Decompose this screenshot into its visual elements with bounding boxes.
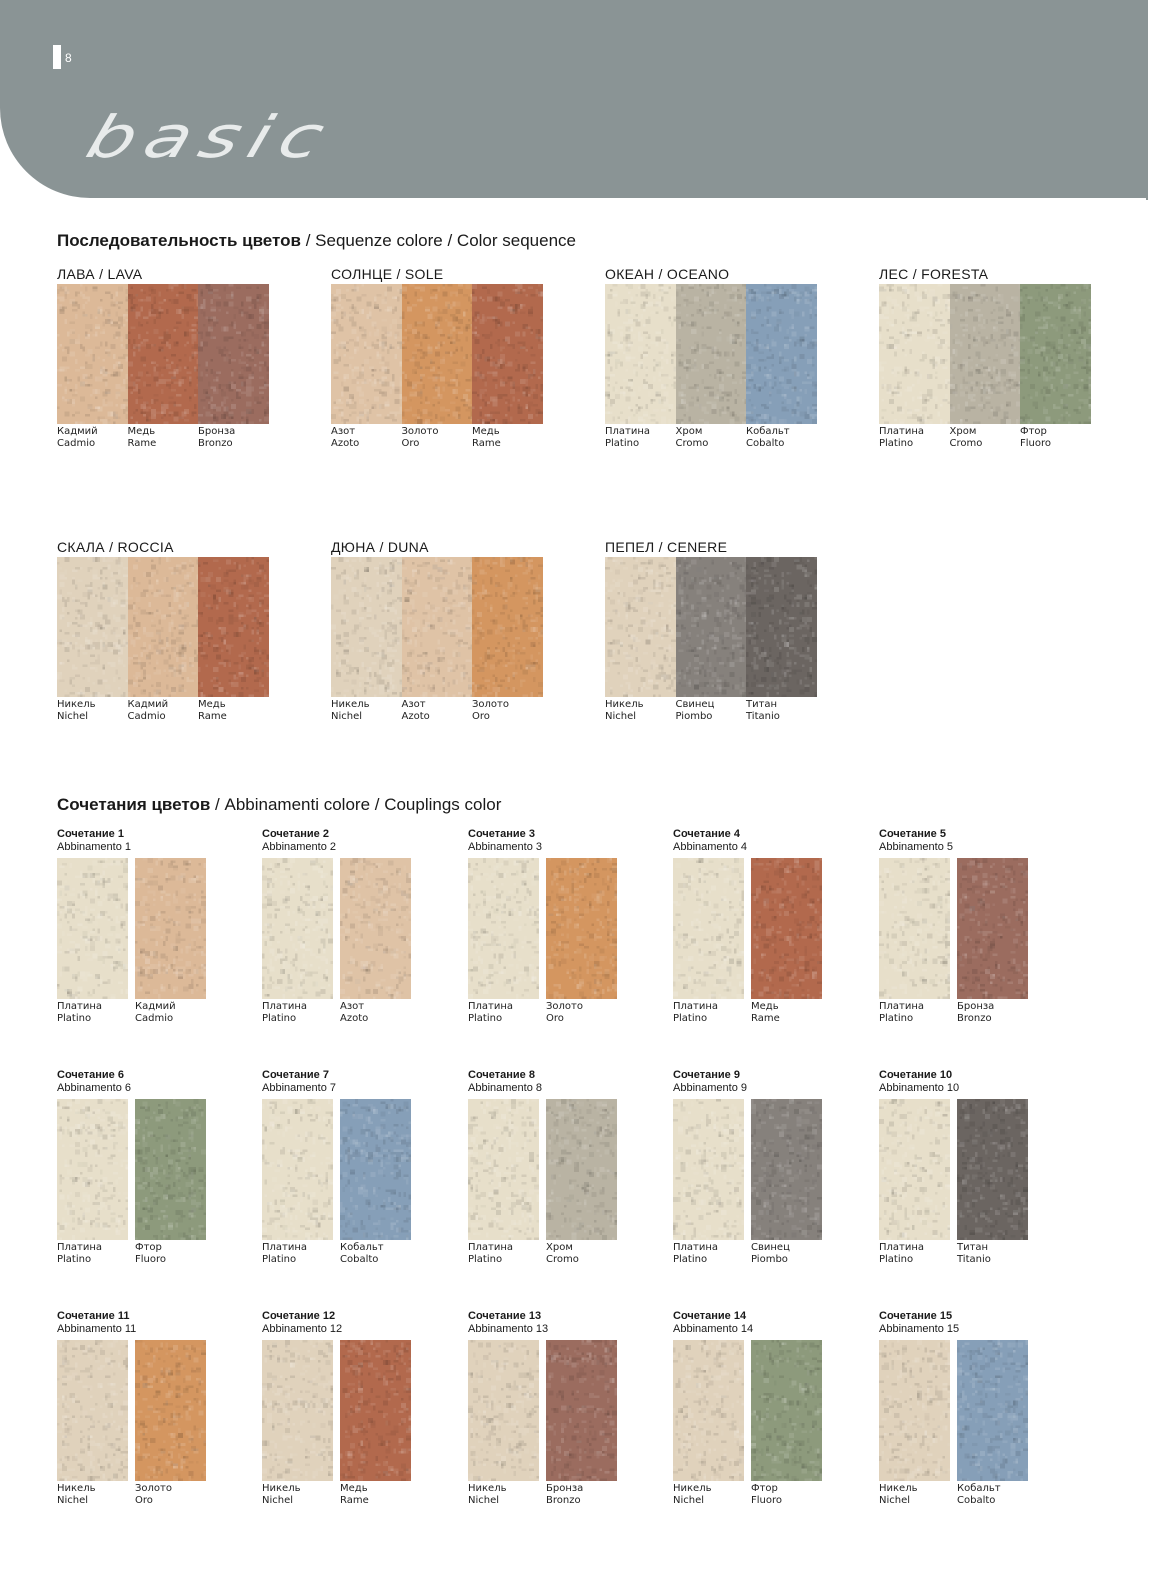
coupling-title bbox=[673, 828, 747, 854]
swatch-name-ru: Медь bbox=[198, 699, 226, 710]
swatch-name-ru: Хром bbox=[546, 1242, 573, 1253]
swatch-label bbox=[957, 1001, 994, 1025]
swatch-name-ru: Платина bbox=[673, 1001, 719, 1012]
swatch-label bbox=[546, 1001, 583, 1025]
swatch-label bbox=[676, 426, 709, 450]
swatch-label bbox=[673, 1483, 712, 1507]
color-swatch bbox=[262, 858, 333, 999]
swatch-name-it: Platino bbox=[262, 1013, 297, 1024]
swatch-name-it: Nichel bbox=[57, 1495, 89, 1506]
color-swatch bbox=[262, 1099, 333, 1240]
swatch-name-ru: Фтор bbox=[1020, 426, 1047, 437]
swatch-name-it: Platino bbox=[673, 1013, 708, 1024]
swatch-name-it: Cobalto bbox=[957, 1495, 996, 1506]
swatch-label bbox=[546, 1483, 583, 1507]
swatch-name-it: Platino bbox=[57, 1013, 92, 1024]
swatch-label bbox=[950, 426, 983, 450]
color-swatch bbox=[957, 1099, 1028, 1240]
swatch-name-it: Rame bbox=[127, 438, 157, 449]
swatch-name-ru: Азот bbox=[331, 426, 356, 437]
swatch-name-ru: Медь bbox=[127, 426, 156, 437]
swatch-name-ru: Титан bbox=[957, 1242, 989, 1253]
swatch-label bbox=[605, 426, 650, 450]
coupling-title-it: Abbinamento 7 bbox=[262, 1082, 336, 1094]
color-swatch bbox=[879, 1340, 950, 1481]
coupling-title-ru: Сочетание 7 bbox=[262, 1069, 329, 1081]
coupling-title bbox=[57, 828, 131, 854]
swatch-label bbox=[468, 1242, 513, 1266]
swatch-name-it: Titanio bbox=[957, 1254, 991, 1265]
color-swatch bbox=[468, 1340, 539, 1481]
coupling-title-it: Abbinamento 1 bbox=[57, 841, 131, 853]
swatch-name-ru: Свинец bbox=[751, 1242, 790, 1253]
swatch-label bbox=[340, 1242, 384, 1266]
swatch-name-it: Platino bbox=[57, 1254, 92, 1265]
swatch-label bbox=[957, 1242, 991, 1266]
swatch-label bbox=[605, 699, 644, 723]
color-swatch bbox=[605, 557, 676, 697]
coupling-title-ru: Сочетание 15 bbox=[879, 1310, 953, 1322]
color-swatch bbox=[57, 1340, 128, 1481]
swatch-name-it: Bronzo bbox=[546, 1495, 581, 1506]
swatch-name-ru: Никель bbox=[673, 1483, 712, 1494]
swatch-name-it: Cromo bbox=[675, 438, 709, 449]
swatch-name-ru: Платина bbox=[468, 1001, 514, 1012]
color-swatch bbox=[546, 1340, 617, 1481]
swatch-name-ru: Бронза bbox=[957, 1001, 995, 1012]
coupling-title-ru: Сочетание 12 bbox=[262, 1310, 336, 1322]
swatch-name-it: Cobalto bbox=[340, 1254, 379, 1265]
coupling-title-ru: Сочетание 13 bbox=[468, 1310, 542, 1322]
swatch-name-ru: Кобальт bbox=[340, 1242, 384, 1253]
swatch-name-ru: Платина bbox=[262, 1242, 308, 1253]
swatch-name-ru: Золото bbox=[401, 426, 439, 437]
coupling-title-it: Abbinamento 5 bbox=[879, 841, 953, 853]
header-edge-line bbox=[1136, 0, 1148, 200]
color-swatch bbox=[746, 284, 817, 424]
swatch-name-ru: Платина bbox=[262, 1001, 308, 1012]
coupling-title-it: Abbinamento 2 bbox=[262, 841, 336, 853]
swatch-name-it: Nichel bbox=[673, 1495, 705, 1506]
color-swatch bbox=[879, 284, 950, 424]
coupling-title-it: Abbinamento 14 bbox=[673, 1323, 754, 1335]
swatch-label bbox=[57, 426, 98, 450]
swatch-label bbox=[957, 1483, 1001, 1507]
swatch-name-it: Rame bbox=[472, 438, 501, 449]
swatch-name-ru: Свинец bbox=[675, 699, 715, 710]
sequence-group-title: ОКЕАН / OCEANO bbox=[605, 266, 730, 282]
color-swatch bbox=[605, 284, 676, 424]
coupling-title bbox=[673, 1069, 747, 1095]
swatch-name-ru: Хром bbox=[675, 426, 703, 437]
coupling-title-ru: Сочетание 4 bbox=[673, 828, 740, 840]
coupling-title bbox=[879, 828, 953, 854]
swatch-label bbox=[751, 1242, 790, 1266]
swatch-name-it: Fluoro bbox=[751, 1495, 782, 1506]
page-marker bbox=[53, 45, 61, 69]
coupling-title-it: Abbinamento 11 bbox=[57, 1323, 137, 1335]
swatch-name-it: Piombo bbox=[751, 1254, 788, 1265]
swatch-name-ru: Никель bbox=[57, 699, 96, 710]
swatch-label bbox=[472, 699, 509, 723]
swatch-name-it: Bronzo bbox=[198, 438, 233, 449]
coupling-title-it: Abbinamento 10 bbox=[879, 1082, 960, 1094]
swatch-name-ru: Никель bbox=[468, 1483, 507, 1494]
color-swatch bbox=[472, 557, 543, 697]
couplings-title-rest: / Abbinamenti colore / Couplings color bbox=[210, 795, 502, 814]
color-swatch bbox=[468, 1099, 539, 1240]
sequence-title-rest: / Sequenze colore / Color sequence bbox=[300, 231, 576, 250]
color-swatch bbox=[402, 557, 473, 697]
swatch-name-ru: Хром bbox=[949, 426, 977, 437]
sequence-title-ru: Последовательность цветов bbox=[57, 231, 301, 250]
swatch-label bbox=[879, 1001, 924, 1025]
swatch-name-ru: Фтор bbox=[135, 1242, 162, 1253]
color-swatch bbox=[331, 284, 402, 424]
coupling-title-it: Abbinamento 4 bbox=[673, 841, 747, 853]
swatch-name-it: Platino bbox=[605, 438, 640, 449]
swatch-name-ru: Золото bbox=[135, 1483, 172, 1494]
swatch-name-ru: Никель bbox=[605, 699, 644, 710]
swatch-name-it: Cadmio bbox=[57, 438, 96, 449]
swatch-name-ru: Бронза bbox=[198, 426, 236, 437]
swatch-label bbox=[472, 426, 501, 450]
swatch-label bbox=[879, 1483, 918, 1507]
color-swatch bbox=[135, 1099, 206, 1240]
swatch-label bbox=[198, 426, 235, 450]
swatch-label bbox=[57, 699, 96, 723]
color-swatch bbox=[751, 1340, 822, 1481]
color-swatch bbox=[676, 284, 747, 424]
swatch-label bbox=[751, 1001, 780, 1025]
swatch-label bbox=[546, 1242, 579, 1266]
swatch-name-ru: Золото bbox=[546, 1001, 583, 1012]
coupling-title bbox=[262, 1069, 336, 1095]
swatch-name-it: Nichel bbox=[57, 711, 89, 722]
swatch-label bbox=[135, 1242, 166, 1266]
swatch-name-it: Rame bbox=[751, 1013, 780, 1024]
swatch-name-ru: Платина bbox=[468, 1242, 514, 1253]
swatch-name-it: Platino bbox=[262, 1254, 297, 1265]
coupling-title bbox=[879, 1310, 959, 1336]
swatch-name-ru: Медь bbox=[340, 1483, 368, 1494]
sequence-group-title: СОЛНЦЕ / SOLE bbox=[331, 266, 444, 282]
coupling-title-it: Abbinamento 3 bbox=[468, 841, 542, 853]
coupling-title bbox=[262, 828, 336, 854]
coupling-title bbox=[468, 828, 542, 854]
color-swatch bbox=[673, 1340, 744, 1481]
coupling-title-it: Abbinamento 9 bbox=[673, 1082, 747, 1094]
color-swatch bbox=[751, 1099, 822, 1240]
color-swatch bbox=[676, 557, 747, 697]
swatch-label bbox=[128, 426, 157, 450]
swatch-name-ru: Платина bbox=[605, 426, 651, 437]
swatch-name-ru: Платина bbox=[57, 1242, 103, 1253]
swatch-name-ru: Медь bbox=[472, 426, 500, 437]
color-swatch bbox=[128, 284, 199, 424]
coupling-title-it: Abbinamento 13 bbox=[468, 1323, 549, 1335]
swatch-label bbox=[331, 699, 370, 723]
coupling-title-ru: Сочетание 1 bbox=[57, 828, 124, 840]
coupling-title bbox=[468, 1069, 542, 1095]
color-swatch bbox=[198, 557, 269, 697]
swatch-name-it: Nichel bbox=[331, 711, 363, 722]
coupling-title bbox=[57, 1069, 131, 1095]
swatch-name-it: Platino bbox=[879, 1254, 914, 1265]
color-swatch bbox=[198, 284, 269, 424]
swatch-label bbox=[340, 1001, 368, 1025]
coupling-title-ru: Сочетание 14 bbox=[673, 1310, 747, 1322]
swatch-name-it: Cadmio bbox=[135, 1013, 174, 1024]
color-swatch bbox=[957, 858, 1028, 999]
swatch-name-it: Nichel bbox=[605, 711, 637, 722]
swatch-name-it: Rame bbox=[340, 1495, 369, 1506]
color-swatch bbox=[262, 1340, 333, 1481]
coupling-title-ru: Сочетание 5 bbox=[879, 828, 946, 840]
swatch-name-it: Platino bbox=[468, 1254, 503, 1265]
swatch-name-it: Bronzo bbox=[957, 1013, 992, 1024]
swatch-name-ru: Титан bbox=[746, 699, 778, 710]
sequence-group-title: ДЮНА / DUNA bbox=[331, 539, 429, 555]
coupling-title bbox=[673, 1310, 753, 1336]
coupling-title-ru: Сочетание 10 bbox=[879, 1069, 953, 1081]
color-swatch bbox=[751, 858, 822, 999]
coupling-title bbox=[57, 1310, 136, 1336]
color-swatch bbox=[57, 284, 128, 424]
swatch-label bbox=[198, 699, 227, 723]
swatch-label bbox=[746, 699, 780, 723]
coupling-title-ru: Сочетание 6 bbox=[57, 1069, 124, 1081]
swatch-name-ru: Золото bbox=[472, 699, 509, 710]
swatch-name-it: Oro bbox=[135, 1495, 153, 1506]
coupling-title-it: Abbinamento 6 bbox=[57, 1082, 131, 1094]
coupling-title bbox=[262, 1310, 342, 1336]
swatch-name-it: Nichel bbox=[468, 1495, 500, 1506]
color-swatch bbox=[957, 1340, 1028, 1481]
color-swatch bbox=[879, 1099, 950, 1240]
color-swatch bbox=[673, 1099, 744, 1240]
swatch-label bbox=[879, 1242, 924, 1266]
swatch-name-ru: Никель bbox=[331, 699, 370, 710]
swatch-label bbox=[331, 426, 359, 450]
color-swatch bbox=[331, 557, 402, 697]
color-swatch bbox=[57, 1099, 128, 1240]
sequence-section-title bbox=[57, 231, 576, 251]
coupling-title-ru: Сочетание 8 bbox=[468, 1069, 535, 1081]
swatch-name-ru: Платина bbox=[879, 1242, 925, 1253]
swatch-name-it: Titanio bbox=[746, 711, 780, 722]
color-swatch bbox=[340, 1340, 411, 1481]
couplings-section-title bbox=[57, 795, 501, 815]
swatch-name-it: Cadmio bbox=[127, 711, 166, 722]
swatch-name-it: Oro bbox=[546, 1013, 564, 1024]
swatch-name-it: Platino bbox=[879, 438, 914, 449]
color-swatch bbox=[673, 858, 744, 999]
swatch-name-ru: Бронза bbox=[546, 1483, 584, 1494]
coupling-title-it: Abbinamento 12 bbox=[262, 1323, 343, 1335]
swatch-name-it: Fluoro bbox=[135, 1254, 166, 1265]
couplings-title-ru: Сочетания цветов bbox=[57, 795, 211, 814]
coupling-title-ru: Сочетание 3 bbox=[468, 828, 535, 840]
coupling-title-it: Abbinamento 8 bbox=[468, 1082, 542, 1094]
sequence-group-title: ПЕПЕЛ / CENERE bbox=[605, 539, 728, 555]
swatch-label bbox=[746, 426, 790, 450]
swatch-label bbox=[340, 1483, 369, 1507]
coupling-title-ru: Сочетание 9 bbox=[673, 1069, 740, 1081]
page-number: 8 bbox=[65, 51, 72, 65]
color-swatch bbox=[546, 858, 617, 999]
swatch-label bbox=[673, 1001, 718, 1025]
swatch-name-it: Nichel bbox=[262, 1495, 294, 1506]
swatch-name-it: Azoto bbox=[401, 711, 430, 722]
color-swatch bbox=[468, 858, 539, 999]
color-swatch bbox=[950, 284, 1021, 424]
swatch-name-it: Cromo bbox=[546, 1254, 579, 1265]
swatch-label bbox=[135, 1483, 172, 1507]
swatch-label bbox=[262, 1001, 307, 1025]
color-swatch bbox=[472, 284, 543, 424]
swatch-name-it: Oro bbox=[472, 711, 490, 722]
swatch-name-it: Azoto bbox=[340, 1013, 369, 1024]
swatch-name-ru: Кадмий bbox=[127, 699, 169, 710]
swatch-name-ru: Никель bbox=[57, 1483, 96, 1494]
swatch-label bbox=[676, 699, 715, 723]
coupling-title bbox=[468, 1310, 548, 1336]
swatch-name-ru: Медь bbox=[751, 1001, 779, 1012]
color-swatch bbox=[340, 1099, 411, 1240]
swatch-name-ru: Платина bbox=[879, 426, 925, 437]
color-swatch bbox=[135, 858, 206, 999]
swatch-name-ru: Никель bbox=[262, 1483, 301, 1494]
swatch-name-it: Platino bbox=[468, 1013, 503, 1024]
swatch-name-it: Cobalto bbox=[746, 438, 785, 449]
swatch-name-ru: Фтор bbox=[751, 1483, 778, 1494]
swatch-name-ru: Кадмий bbox=[57, 426, 98, 437]
color-swatch bbox=[746, 557, 817, 697]
swatch-label bbox=[468, 1483, 507, 1507]
swatch-label bbox=[751, 1483, 782, 1507]
swatch-name-it: Fluoro bbox=[1020, 438, 1051, 449]
swatch-label bbox=[262, 1483, 301, 1507]
swatch-name-it: Rame bbox=[198, 711, 227, 722]
swatch-name-ru: Платина bbox=[673, 1242, 719, 1253]
sequence-group-title: ЛЕС / FORESTA bbox=[879, 266, 989, 282]
sequence-group-title: ЛАВА / LAVA bbox=[57, 266, 143, 282]
swatch-name-it: Oro bbox=[401, 438, 420, 449]
swatch-name-ru: Азот bbox=[340, 1001, 365, 1012]
swatch-label bbox=[402, 699, 430, 723]
color-swatch bbox=[57, 858, 128, 999]
swatch-label bbox=[468, 1001, 513, 1025]
coupling-title-it: Abbinamento 15 bbox=[879, 1323, 960, 1335]
swatch-name-it: Cromo bbox=[949, 438, 983, 449]
swatch-name-it: Nichel bbox=[879, 1495, 911, 1506]
swatch-name-it: Platino bbox=[879, 1013, 914, 1024]
swatch-label bbox=[673, 1242, 718, 1266]
swatch-label bbox=[57, 1483, 96, 1507]
swatch-name-ru: Платина bbox=[879, 1001, 925, 1012]
swatch-label bbox=[262, 1242, 307, 1266]
brand-logo: basic bbox=[78, 104, 343, 172]
swatch-name-it: Piombo bbox=[675, 711, 713, 722]
color-swatch bbox=[1020, 284, 1091, 424]
swatch-label bbox=[135, 1001, 176, 1025]
swatch-label bbox=[1020, 426, 1051, 450]
swatch-name-it: Azoto bbox=[331, 438, 360, 449]
sequence-group-title: СКАЛА / ROCCIA bbox=[57, 539, 174, 555]
coupling-title-ru: Сочетание 11 bbox=[57, 1310, 130, 1322]
swatch-name-ru: Кобальт bbox=[957, 1483, 1001, 1494]
swatch-label bbox=[57, 1242, 102, 1266]
color-swatch bbox=[135, 1340, 206, 1481]
color-swatch bbox=[340, 858, 411, 999]
color-swatch bbox=[57, 557, 128, 697]
swatch-name-ru: Азот bbox=[401, 699, 426, 710]
coupling-title bbox=[879, 1069, 959, 1095]
swatch-name-ru: Кадмий bbox=[135, 1001, 176, 1012]
swatch-name-ru: Кобальт bbox=[746, 426, 790, 437]
swatch-label bbox=[128, 699, 169, 723]
swatch-name-it: Platino bbox=[673, 1254, 708, 1265]
color-swatch bbox=[402, 284, 473, 424]
swatch-name-ru: Никель bbox=[879, 1483, 918, 1494]
color-swatch bbox=[546, 1099, 617, 1240]
coupling-title-ru: Сочетание 2 bbox=[262, 828, 329, 840]
swatch-label bbox=[879, 426, 924, 450]
swatch-label bbox=[402, 426, 439, 450]
swatch-label bbox=[57, 1001, 102, 1025]
color-swatch bbox=[879, 858, 950, 999]
color-swatch bbox=[128, 557, 199, 697]
swatch-name-ru: Платина bbox=[57, 1001, 103, 1012]
